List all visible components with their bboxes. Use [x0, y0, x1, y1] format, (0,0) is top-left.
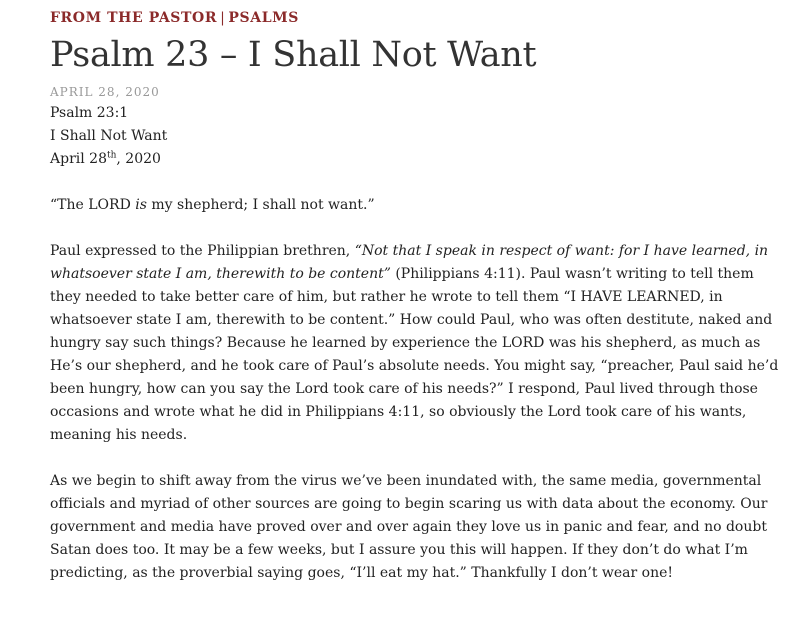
paragraph-1-rest: (Philippians 4:11). Paul wasn’t writing to tell them they needed to take better care of him, but rather he wrote to tell them “I HAVE LEARNED, in whatsoever state I am, therewith to be content.” How could Paul, who was often destitute, naked and hungry say such things? Because he learned by experience the LORD was his shepherd, as much as He’s our shepherd, and he took care of Paul’s absolute needs. You might say, “preacher, Paul said he’d been hungry, how can you say the Lord took care of his needs?” I respond, Paul lived through those occasions and wrote what he did in Philippians 4:11, so obviously the Lord took care of his wants, meaning his needs.: [50, 266, 779, 443]
paragraph-1-quote: “Not that I speak in respect of want: for I have learned, in whatsoever state I am, therewith to be content”: [50, 243, 769, 282]
sermon-date-prefix: April 28: [50, 151, 107, 167]
verse-emphasis: is: [135, 197, 147, 213]
post-body: [50, 194, 780, 585]
sermon-date: [50, 148, 780, 171]
sermon-intro: [50, 102, 780, 171]
category-link-from-the-pastor[interactable]: FROM THE PASTOR: [50, 10, 218, 26]
sermon-date-ordinal: th: [106, 150, 117, 161]
post-title: Psalm 23 – I Shall Not Want: [50, 35, 537, 75]
verse-part-1: “The LORD: [50, 197, 136, 213]
paragraph-1: [50, 240, 780, 447]
paragraph-1-lead: Paul expressed to the Philippian brethren,: [50, 243, 355, 259]
paragraph-2: As we begin to shift away from the virus we’ve been inundated with, the same media, governmental officials and myriad of other sources are going to begin scaring us with data about the economy. Our government and media have proved over and over again they love us in panic and fear, and no doubt Satan does too. It may be a few weeks, but I assure you this will happen. If they don’t do what I’m predicting, as the proverbial saying goes, “I’ll eat my hat.” Thankfully I don’t wear one!: [50, 473, 768, 581]
category-link-psalms[interactable]: PSALMS: [228, 10, 299, 26]
post-categories: [50, 8, 780, 28]
scripture-reference: Psalm 23:1: [50, 105, 129, 121]
sermon-subtitle: I Shall Not Want: [50, 128, 168, 144]
sermon-date-suffix: , 2020: [116, 151, 161, 167]
verse-quote: [50, 194, 780, 217]
verse-part-2: my shepherd; I shall not want.”: [146, 197, 375, 213]
post-date: APRIL 28, 2020: [50, 85, 160, 99]
category-separator: |: [220, 10, 226, 26]
